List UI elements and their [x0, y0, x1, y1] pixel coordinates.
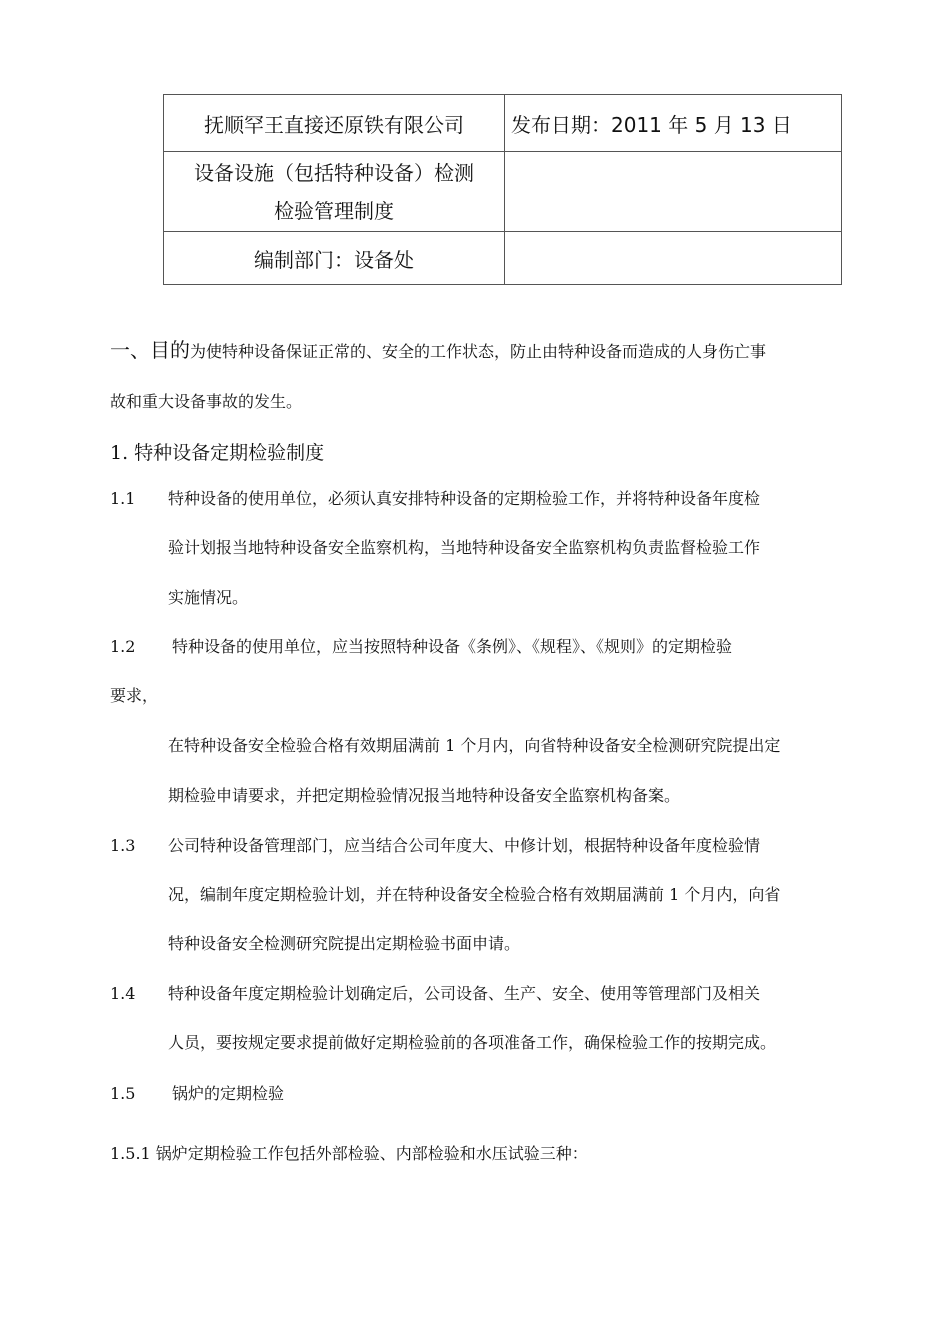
section-purpose-text-1: 为使特种设备保证正常的、安全的工作状态，防止由特种设备而造成的人身伤亡事	[190, 342, 767, 361]
item-1-2-line-3: 在特种设备安全检验合格有效期届满前 1 个月内，向省特种设备安全检测研究院提出定	[168, 736, 781, 755]
item-1-2-line-2: 要求，	[110, 686, 159, 705]
section-purpose	[110, 330, 766, 372]
item-1-5-number: 1.5	[110, 1084, 136, 1103]
department: 编制部门：设备处	[164, 232, 505, 285]
document-title	[164, 152, 505, 232]
empty-cell-2	[505, 232, 842, 285]
item-1-3-line-1: 公司特种设备管理部门，应当结合公司年度大、中修计划，根据特种设备年度检验情	[168, 836, 761, 855]
item-1-1-number: 1.1	[110, 489, 136, 508]
document-title-line-2: 检验管理制度	[274, 198, 394, 223]
item-1-5-1-line-1: 1.5.1 锅炉定期检验工作包括外部检验、内部检验和水压试验三种：	[110, 1144, 588, 1163]
item-1-5-line-1: 锅炉的定期检验	[172, 1084, 285, 1103]
item-1-4-number: 1.4	[110, 984, 136, 1003]
section-purpose-heading: 一、目的	[110, 338, 190, 362]
document-header-table	[163, 94, 842, 285]
company-name: 抚顺罕王直接还原铁有限公司	[164, 95, 505, 152]
item-1-3-line-2: 况，编制年度定期检验计划，并在特种设备安全检验合格有效期届满前 1 个月内，向省	[168, 885, 781, 904]
item-1-2-line-1: 特种设备的使用单位，应当按照特种设备《条例》、《规程》、《规则》的定期检验	[172, 637, 733, 656]
item-1-1-line-3: 实施情况。	[168, 588, 249, 607]
document-title-line-1: 设备设施（包括特种设备）检测	[194, 160, 474, 185]
item-1-4-line-2: 人员，要按规定要求提前做好定期检验前的各项准备工作，确保检验工作的按期完成。	[168, 1033, 777, 1052]
subsection-heading: 1. 特种设备定期检验制度	[110, 442, 325, 464]
item-1-3-number: 1.3	[110, 836, 136, 855]
item-1-1-line-1: 特种设备的使用单位，必须认真安排特种设备的定期检验工作，并将特种设备年度检	[168, 489, 761, 508]
item-1-4-line-1: 特种设备年度定期检验计划确定后，公司设备、生产、安全、使用等管理部门及相关	[168, 984, 761, 1003]
item-1-1-line-2: 验计划报当地特种设备安全监察机构，当地特种设备安全监察机构负责监督检验工作	[168, 538, 761, 557]
item-1-3-line-3: 特种设备安全检测研究院提出定期检验书面申请。	[168, 934, 521, 953]
item-1-2-number: 1.2	[110, 637, 136, 656]
item-1-2-line-4: 期检验申请要求，并把定期检验情况报当地特种设备安全监察机构备案。	[168, 786, 681, 805]
section-purpose-text-2: 故和重大设备事故的发生。	[110, 392, 303, 411]
empty-cell-1	[505, 152, 842, 232]
publish-date: 发布日期：2011 年 5 月 13 日	[505, 95, 842, 152]
